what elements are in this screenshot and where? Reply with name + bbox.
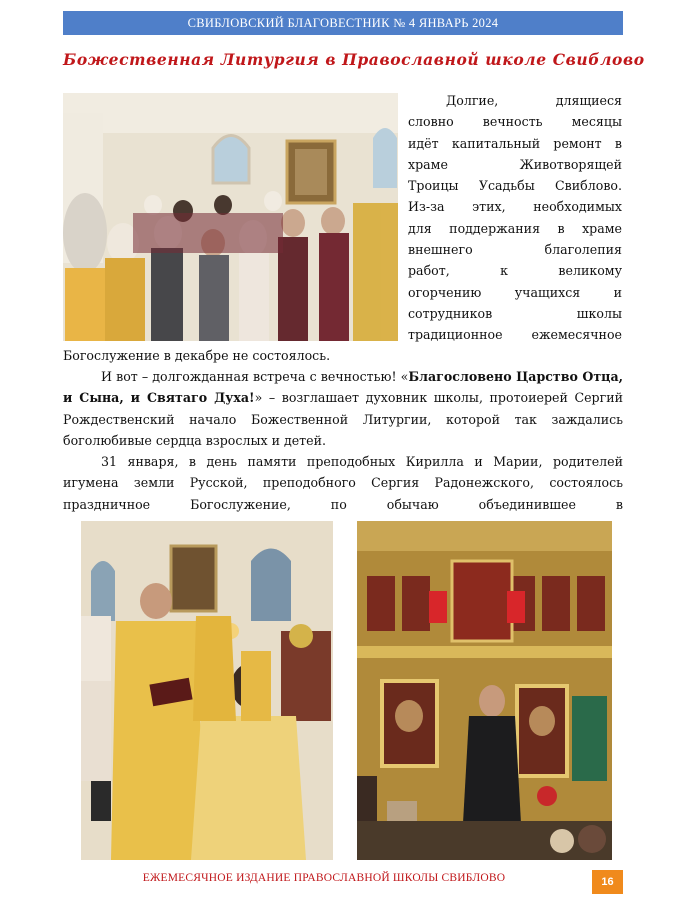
photo-students-in-church	[63, 93, 398, 341]
text-line: для поддержания в храме	[408, 220, 622, 236]
paragraph-lead: И вот – долгожданная встреча с вечностью! «	[101, 369, 409, 384]
paragraph-rest: » – возглашает духовник школы, протоиерей Сергий Рождественский начало Божественной Литургии, которой так заждались боголюбивые сердца взрослых и детей.	[63, 390, 623, 448]
paragraph-feast-day	[63, 451, 623, 515]
paragraph-liturgy-start	[63, 366, 623, 451]
header-bar	[63, 11, 623, 35]
article-headline: Божественная Литургия в Православной школе Свиблово	[63, 50, 645, 69]
photo-clergy-in-vestments	[81, 521, 333, 860]
wrap-text-column	[408, 90, 622, 346]
liturgy-exclamation: Благословено Царство Отца, и Сына, и Святаго Духа!	[63, 369, 623, 406]
footer-text: ЕЖЕМЕСЯЧНОЕ ИЗДАНИЕ ПРАВОСЛАВНОЙ ШКОЛЫ СВИБЛОВО	[142, 872, 506, 884]
page-number: 16	[601, 876, 614, 888]
paragraph-text: 31 января, в день памяти преподобных Кирилла и Марии, родителей игумена земли Русской, преподобного Сергия Радонежского, состоялось праздничное Богослужение, по обычаю объединившее в	[63, 454, 623, 512]
text-line: словно вечность месяцы	[408, 114, 622, 130]
text-line: Долгие, длящиеся	[446, 93, 622, 108]
text-line: Богослужение в декабре не состоялось.	[63, 348, 331, 363]
text-line: внешнего благолепия	[408, 242, 622, 258]
photo-iconostasis	[357, 521, 612, 860]
text-line: Из-за этих, необходимых	[408, 199, 622, 215]
text-line: сотрудников школы	[408, 305, 622, 321]
publication-title: СВИБЛОВСКИЙ БЛАГОВЕСТНИК № 4 ЯНВАРЬ 2024	[187, 16, 499, 30]
page-number-badge	[592, 870, 623, 894]
text-line: работ, к великому	[408, 263, 622, 279]
text-line: традиционное ежемесячное	[408, 327, 622, 343]
text-line: огорчению учащихся и	[408, 284, 622, 300]
text-line: храме Животворящей	[408, 156, 622, 172]
text-line: идёт капитальный ремонт в	[408, 135, 622, 151]
text-line: Троицы Усадьбы Свиблово.	[408, 178, 622, 194]
